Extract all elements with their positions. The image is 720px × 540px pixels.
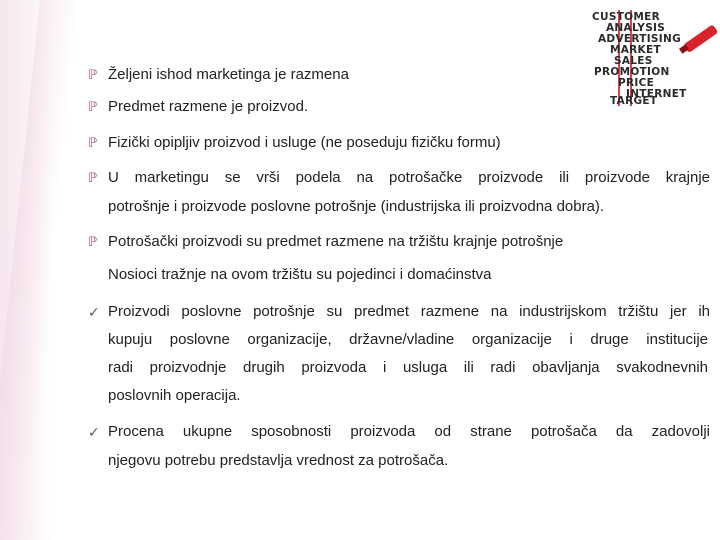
bullet-text: Potrošački proizvodi su predmet razmene na tržištu krajnje potrošnje — [108, 233, 564, 250]
check-bullet-icon: ✓ — [88, 304, 100, 320]
arrow-bullet-icon: ℙ — [88, 170, 98, 185]
arrow-bullet-icon: ℙ — [88, 67, 98, 82]
logo-word: MARKET — [610, 44, 661, 56]
bullet-text: Proizvodi poslovne potrošnje su predmet razmene na industrijskom tržištu jer ih — [108, 303, 710, 320]
arrow-bullet-icon: ℙ — [88, 234, 98, 249]
logo-word: PROMOTION — [594, 66, 670, 78]
logo-word: TARGET — [610, 95, 658, 107]
bullet-continuation: potrošnje i proizvode poslovne potrošnje (industrijska ili proizvodna dobra). — [108, 198, 605, 215]
logo-word: INTERNET — [626, 88, 687, 100]
logo-word: ANALYSIS — [606, 22, 666, 34]
logo-word: PRICE — [618, 77, 655, 89]
bullet-text: Procena ukupne sposobnosti proizvoda od strane potrošača da zadovolji — [108, 423, 710, 440]
bullet-text: Željeni ishod marketinga je razmena — [108, 66, 349, 83]
bullet-continuation: kupuju poslovne organizacije, državne/vladine organizacije i druge institucije — [108, 331, 708, 348]
bullet-continuation: njegovu potrebu predstavlja vrednost za potrošača. — [108, 452, 449, 469]
logo-word: SALES — [614, 55, 653, 67]
arrow-bullet-icon: ℙ — [88, 99, 98, 114]
bullet-text: Predmet razmene je proizvod. — [108, 98, 309, 115]
logo-word: CUSTOMER — [592, 11, 660, 23]
logo-word: ADVERTISING — [598, 33, 681, 45]
marketing-word-cross-logo — [588, 10, 720, 106]
bullet-continuation: poslovnih operacija. — [108, 387, 241, 404]
arrow-bullet-icon: ℙ — [88, 135, 98, 150]
bullet-continuation: Nosioci tražnje na ovom tržištu su pojedinci i domaćinstva — [108, 266, 492, 283]
bullet-text: Fizički opipljiv proizvod i usluge (ne poseduju fizičku formu) — [108, 134, 501, 151]
bullet-text: U marketingu se vrši podela na potrošačke proizvode ili proizvode krajnje — [108, 169, 710, 186]
check-bullet-icon: ✓ — [88, 424, 100, 440]
bullet-continuation: radi proizvodnje drugih proizvoda i usluga ili radi obavljanja svakodnevnih — [108, 359, 708, 376]
